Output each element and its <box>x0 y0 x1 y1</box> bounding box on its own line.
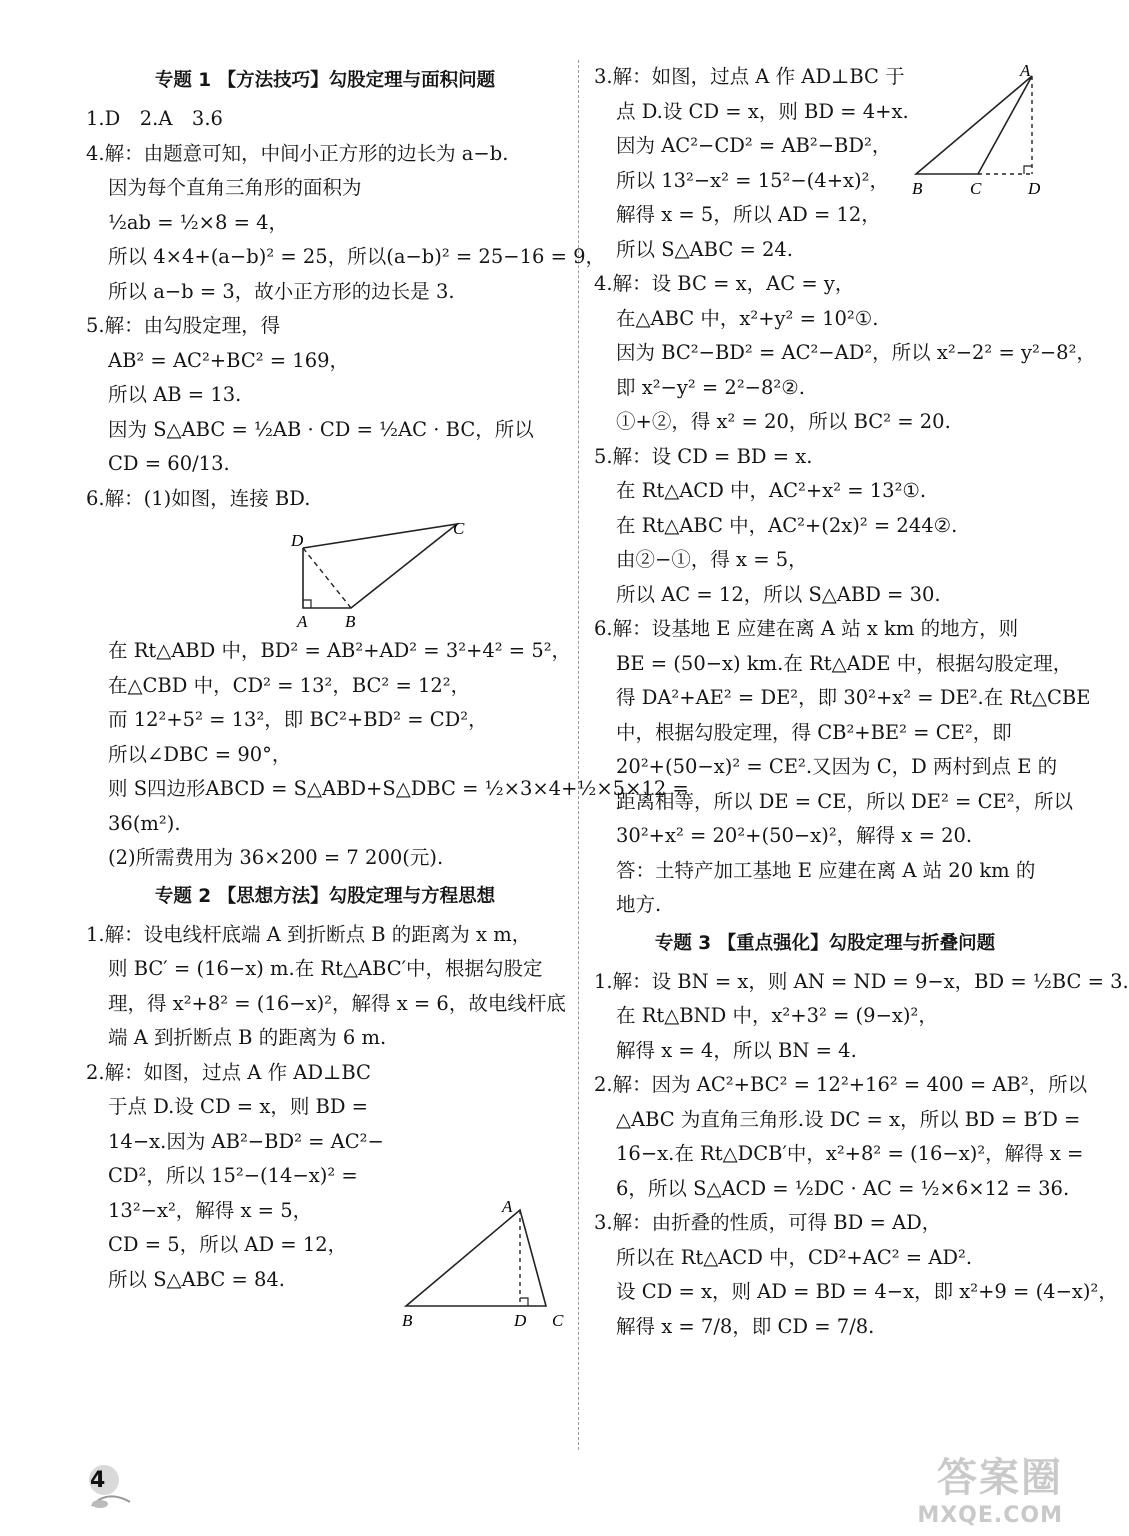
section-title: 专题 1 【方法技巧】勾股定理与面积问题 <box>154 70 496 91</box>
answer-line: 在 Rt△ABC 中，AC²+(2x)² = 244②. <box>616 513 958 537</box>
answer-line: CD = 60/13. <box>108 452 230 475</box>
answer-line: 理，得 x²+8² = (16−x)²，解得 x = 6，故电线杆底 <box>108 991 566 1015</box>
answer-line: 地方. <box>616 893 662 916</box>
label-d: D <box>291 531 304 550</box>
answer-line: 6.解：(1)如图，连接 BD. <box>86 486 311 510</box>
answer-line: 20²+(50−x)² = CE².又因为 C，D 两村到点 E 的 <box>616 755 1058 778</box>
answer-line: 所以 AC = 12，所以 S△ABD = 30. <box>616 582 941 606</box>
watermark <box>917 1446 1063 1528</box>
answer-line: CD²，所以 15²−(14−x)² = <box>108 1164 358 1187</box>
answer-line: 则 S四边形ABCD = S△ABD+S△DBC = ½×3×4+½×5×12 = <box>108 777 689 800</box>
answer-line: 于点 D.设 CD = x，则 BD = <box>108 1095 369 1118</box>
answer-line: 5.解：设 CD = BD = x. <box>594 444 813 468</box>
answer-line: 在△ABC 中，x²+y² = 10²①. <box>616 306 879 330</box>
answer-line: 解得 x = 4，所以 BN = 4. <box>616 1038 857 1062</box>
answer-line: BE = (50−x) km.在 Rt△ADE 中，根据勾股定理， <box>616 651 1073 675</box>
answer-line: 1.解：设 BN = x，则 AN = ND = 9−x，BD = ½BC = 3. <box>594 969 1129 993</box>
answer-line: 6.解：设基地 E 应建在离 A 站 x km 的地方，则 <box>594 617 1019 640</box>
answer-line: 因为 BC²−BD² = AC²−AD²，所以 x²−2² = y²−8²， <box>616 341 1096 364</box>
label-d: D <box>514 1311 527 1330</box>
answer-line: ①+②，得 x² = 20，所以 BC² = 20. <box>616 410 951 433</box>
answer-line: 4.解：设 BC = x，AC = y， <box>594 272 855 295</box>
answer-line: 中，根据勾股定理，得 CB²+BE² = CE²，即 <box>616 720 1012 744</box>
label-a: A <box>297 612 308 631</box>
answer-line: 30²+x² = 20²+(50−x)²，解得 x = 20. <box>616 824 973 847</box>
answer-line: 在 Rt△ABD 中，BD² = AB²+AD² = 3²+4² = 5²， <box>108 639 572 662</box>
answer-line: ½ab = ½×8 = 4， <box>108 210 289 234</box>
answer-line: 因为 AC²−CD² = AB²−BD²， <box>616 134 892 157</box>
triangle-figure-3 <box>906 62 1056 202</box>
label-b: B <box>345 612 356 631</box>
label-b: B <box>402 1311 413 1330</box>
answer-line: 解得 x = 7/8，即 CD = 7/8. <box>616 1314 875 1338</box>
answer-line: 而 12²+5² = 13²，即 BC²+BD² = CD²， <box>108 708 488 731</box>
answer-line: CD = 5，所以 AD = 12， <box>108 1233 348 1256</box>
answer-line: 设 CD = x，则 AD = BD = 4−x，即 x²+9 = (4−x)²， <box>616 1280 1118 1303</box>
answer-line: 所以在 Rt△ACD 中，CD²+AC² = AD². <box>616 1245 973 1269</box>
label-c: C <box>552 1311 564 1330</box>
answer-line: 即 x²−y² = 2²−8²②. <box>616 375 805 399</box>
answer-line: 则 BC′ = (16−x) m.在 Rt△ABC′中，根据勾股定 <box>108 957 543 980</box>
answer-line: 6，所以 S△ACD = ½DC · AC = ½×6×12 = 36. <box>616 1176 1070 1200</box>
answer-line: 距离相等，所以 DE = CE，所以 DE² = CE²，所以 <box>616 789 1074 813</box>
answer-line: 所以 S△ABC = 84. <box>108 1267 285 1291</box>
answer-line: 3.解：由折叠的性质，可得 BD = AD， <box>594 1211 942 1234</box>
answer-line: △ABC 为直角三角形.设 DC = x，所以 BD = B′D = <box>616 1107 1081 1131</box>
label-a: A <box>502 1197 513 1216</box>
answer-line: 在 Rt△ACD 中，AC²+x² = 13²①. <box>616 479 927 502</box>
answer-line: 在 Rt△BND 中，x²+3² = (9−x)²， <box>616 1004 938 1027</box>
page-number: 4 <box>90 1468 106 1493</box>
answer-line: 1.D 2.A 3.6 <box>86 107 223 130</box>
answer-line: 答：土特产加工基地 E 应建在离 A 站 20 km 的 <box>616 858 1036 882</box>
answer-line: 点 D.设 CD = x，则 BD = 4+x. <box>616 99 909 123</box>
answer-line: (2)所需费用为 36×200 = 7 200(元). <box>108 846 444 869</box>
label-b: B <box>912 179 923 198</box>
watermark-line1: 答案圈 <box>937 1455 1063 1501</box>
answer-line: 解得 x = 5，所以 AD = 12， <box>616 203 881 226</box>
answer-line: 所以 13²−x² = 15²−(4+x)²， <box>616 168 889 192</box>
answer-line: 得 DA²+AE² = DE²，即 30²+x² = DE².在 Rt△CBE <box>616 686 1091 709</box>
answer-line: 所以 S△ABC = 24. <box>616 237 793 261</box>
answer-line: 因为每个直角三角形的面积为 <box>108 176 362 199</box>
answer-line: 5.解：由勾股定理，得 <box>86 314 281 337</box>
answer-line: 由②−①，得 x = 5， <box>616 548 808 571</box>
right-column <box>594 60 1129 1344</box>
answer-line: 所以 AB = 13. <box>108 383 242 406</box>
answer-line: 2.解：因为 AC²+BC² = 12²+16² = 400 = AB²，所以 <box>594 1073 1088 1096</box>
triangle-figure-2 <box>396 1196 576 1336</box>
answer-line: 13²−x²，解得 x = 5， <box>108 1198 313 1222</box>
label-c: C <box>453 519 465 538</box>
watermark-line2: MXQE.COM <box>917 1503 1063 1528</box>
answer-line: 3.解：如图，过点 A 作 AD⊥BC 于 <box>594 65 905 88</box>
answer-line: 4.解：由题意可知，中间小正方形的边长为 a−b. <box>86 141 509 165</box>
answer-line: 因为 S△ABC = ½AB · CD = ½AC · BC，所以 <box>108 417 534 441</box>
answer-line: 2.解：如图，过点 A 作 AD⊥BC <box>86 1060 371 1084</box>
answer-line: 1.解：设电线杆底端 A 到折断点 B 的距离为 x m， <box>86 922 532 946</box>
quadrilateral-figure <box>231 516 465 634</box>
answer-line: 14−x.因为 AB²−BD² = AC²− <box>108 1129 384 1153</box>
label-c: C <box>970 179 982 198</box>
answer-line: 所以 a−b = 3，故小正方形的边长是 3. <box>108 279 455 303</box>
answer-line: 16−x.在 Rt△DCB′中，x²+8² = (16−x)²，解得 x = <box>616 1142 1084 1165</box>
answer-line: 端 A 到折断点 B 的距离为 6 m. <box>108 1026 387 1049</box>
answer-line: AB² = AC²+BC² = 169， <box>108 348 350 372</box>
answer-line: 在△CBD 中，CD² = 13²，BC² = 12²， <box>108 673 471 697</box>
section-title: 专题 3 【重点强化】勾股定理与折叠问题 <box>654 932 996 954</box>
label-d: D <box>1028 179 1041 198</box>
answer-line: 所以∠DBC = 90°， <box>108 742 292 766</box>
answer-line: 36(m²). <box>108 811 181 835</box>
label-a: A <box>1020 61 1031 80</box>
answer-line: 所以 4×4+(a−b)² = 25，所以(a−b)² = 25−16 = 9， <box>108 245 606 268</box>
section-title: 专题 2 【思想方法】勾股定理与方程思想 <box>154 885 496 907</box>
